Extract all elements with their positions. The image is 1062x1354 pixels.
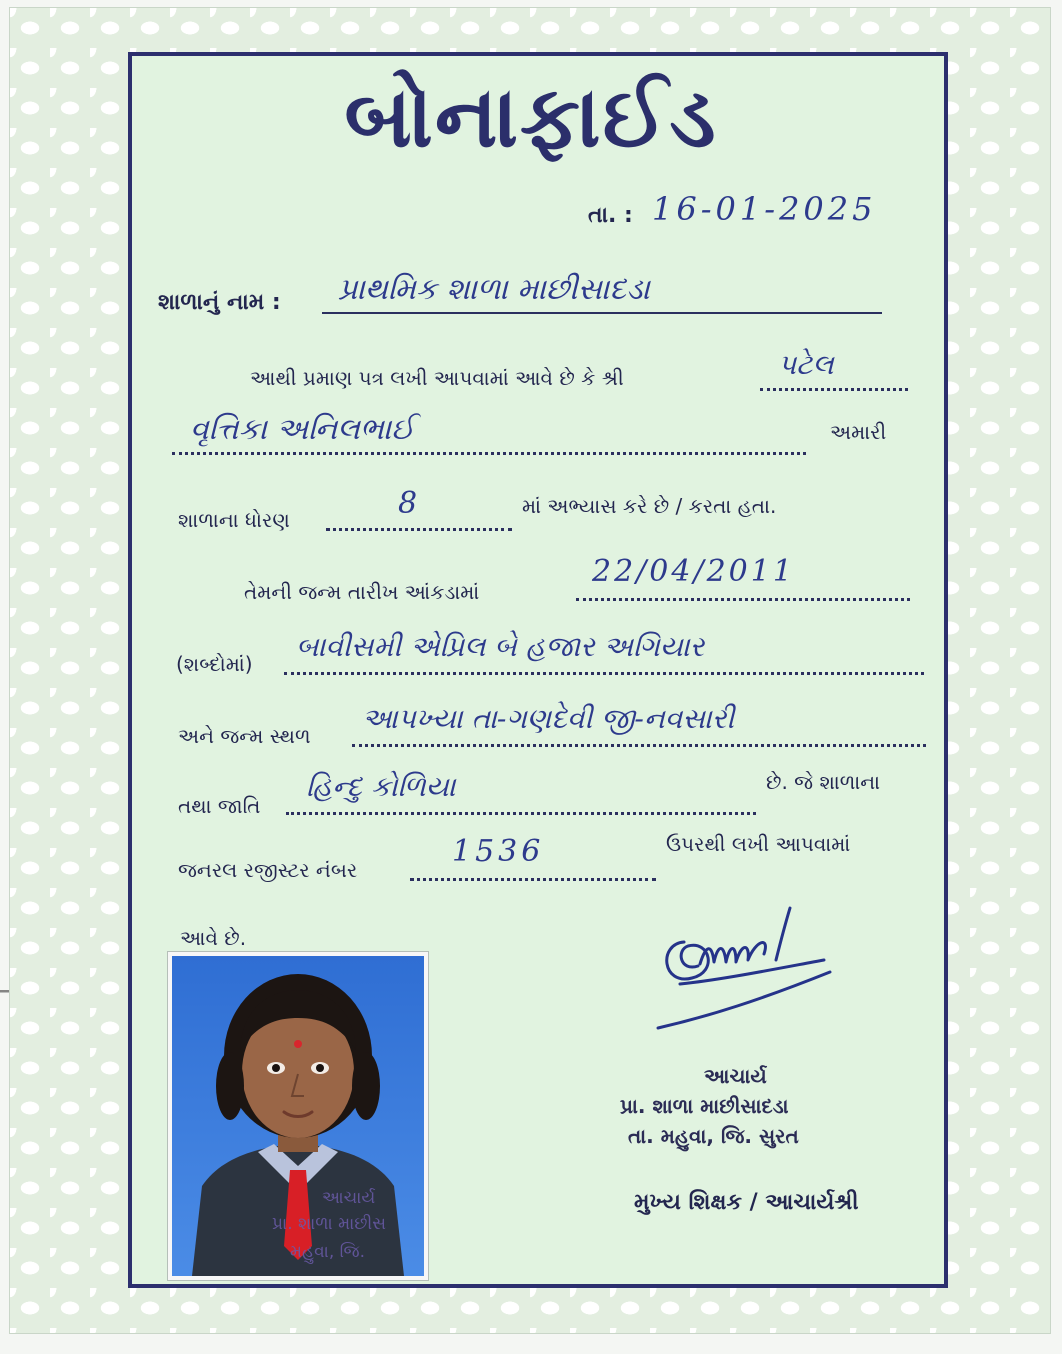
grade-label: શાળાના ધોરણ (178, 508, 290, 532)
student-photo (168, 952, 428, 1280)
stamp-school: પ્રા. શાળા માછીસાદડા (620, 1094, 789, 1118)
date-value: 16-01-2025 (652, 190, 877, 228)
register-suffix: ઉપરથી લખી આપવામાં (666, 832, 851, 856)
birthplace-dots (352, 744, 926, 747)
photo-stamp-title: આચાર્ય (322, 1188, 376, 1208)
photo-stamp-school: પ્રા. શાળા માછીસ (272, 1214, 387, 1234)
register-dots (410, 878, 656, 881)
caste-dots (286, 812, 756, 815)
caste-label: તથા જાતિ (178, 794, 261, 818)
surname-dots (760, 388, 908, 391)
footer-signatory: મુખ્ય શિક્ષક / આચાર્યશ્રી (634, 1190, 859, 1215)
student-surname: પટેલ (778, 348, 834, 381)
school-name-underline (322, 312, 882, 314)
certify-text: આથી પ્રમાણ પત્ર લખી આપવામાં આવે છે કે શ્રી (250, 366, 624, 390)
birthplace-value: આપખ્યા તા-ગણદેવી જી-નવસારી (362, 702, 735, 735)
grade-value: 8 (398, 486, 418, 521)
name-dots (172, 452, 806, 455)
closing-text: આવે છે. (180, 926, 247, 950)
dob-words-dots (284, 672, 924, 675)
school-name-label: શાળાનું નામ : (158, 290, 281, 315)
certificate-title: બોનાફાઈડ (344, 68, 718, 166)
register-label: જનરલ રજીસ્ટર નંબર (178, 858, 358, 882)
grade-dots (326, 528, 512, 531)
dob-label: તેમની જન્મ તારીખ આંકડામાં (244, 580, 480, 604)
stamp-location: તા. મહુવા, જિ. સુરત (628, 1124, 799, 1148)
dob-dots (576, 598, 910, 601)
register-value: 1536 (452, 834, 545, 869)
stamp-title: આચાર્ય (704, 1064, 767, 1088)
dob-words-label: (શબ્દોમાં) (176, 652, 253, 676)
dob-words-value: બાવીસમી એપ્રિલ બે હજાર અગિયાર (296, 630, 705, 663)
school-name-value: પ્રાથમિક શાળા માછીસાદડા (338, 272, 650, 307)
our-text: અમારી (830, 420, 887, 444)
caste-value: હિન્દુ કોળિયા (306, 770, 456, 803)
date-label: તા. : (588, 203, 633, 228)
principal-signature (640, 900, 840, 1040)
birthplace-label: અને જન્મ સ્થળ (178, 724, 311, 748)
photo-stamp-location: મહુવા, જિ. (290, 1242, 365, 1262)
student-given-name: વૃત્તિકા અનિલભાઈ (190, 412, 415, 447)
grade-suffix: માં અભ્યાસ કરે છે / કરતા હતા. (522, 494, 777, 518)
caste-suffix: છે. જે શાળાના (766, 770, 881, 794)
dob-value: 22/04/2011 (592, 554, 795, 589)
